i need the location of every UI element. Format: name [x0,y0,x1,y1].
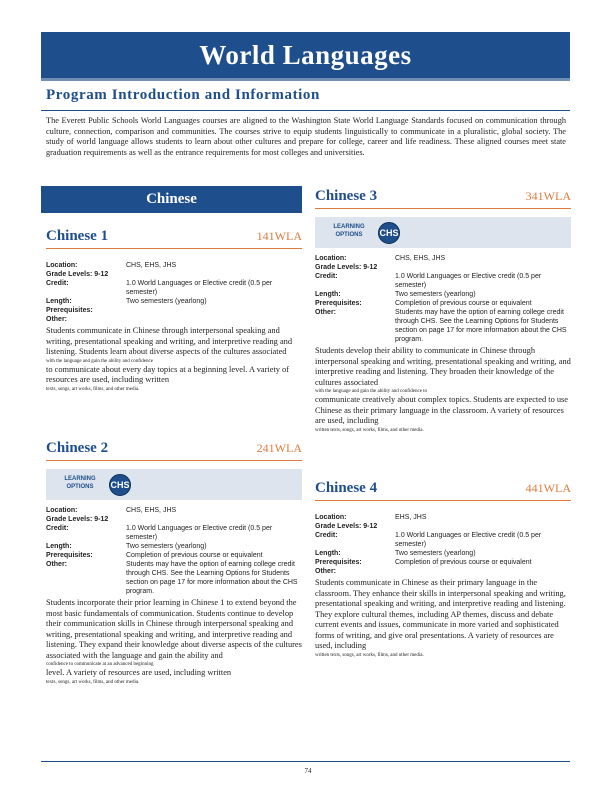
footer-divider [41,761,570,762]
prerequisites-label: Prerequisites: [46,307,93,314]
prerequisites-label: Prerequisites: [46,552,93,559]
column-header-label: Chinese [146,191,197,207]
intro-paragraph: The Everett Public Schools World Languages courses are aligned to the Washington State World Language Standards focused on communication through culture, connection, comparison and communities. The courses strive to equip students linguistically to communicate in a pluralistic, global society. The study of world language allows students to learn about other cultures and prepare for college, career and life readiness. These aligned courses meet state graduation requirements as well as the entrance requirements for most colleges and universities. [46,116,566,157]
course-title: Chinese 3 [315,188,378,204]
length-label: Length: [315,550,341,557]
learning-options-box [46,469,302,500]
course-code: 241WLA [256,441,302,455]
grade-levels-label: Grade Levels: 9-12 [315,523,378,530]
course-details [46,261,302,324]
course-details [46,506,302,596]
length-value: Two semesters (yearlong) [395,550,476,557]
credit-label: Credit: [46,280,69,287]
course-description: Students incorporate their prior learning in Chinese 1 to extend beyond the most basic fundamentals of communication. Students continue to develop their communication skills in Chinese through interpersonal speaking and writing, presentational speaking and writing, and interpretive reading and listening. They expand their knowledge about diverse aspects of the cultures associated with the language and gain the ability and confidence to communicate at an advanced beginning level. A variety of resources are used, including written texts, songs, art works, films, and other media. [46,598,302,685]
length-value: Two semesters (yearlong) [126,298,207,305]
course-details [315,254,571,344]
grade-levels-label: Grade Levels: 9-12 [315,264,378,271]
chs-badge-icon: CHS [109,474,131,496]
prerequisites-value [126,306,302,315]
prerequisites-label: Prerequisites: [315,559,362,566]
credit-value: 1.0 World Languages or Elective credit (0.5 per semester) [395,273,542,289]
course-chinese-3 [315,188,571,434]
location-label: Location: [315,255,347,262]
location-value: CHS, EHS, JHS [126,262,177,269]
other-label: Other: [315,568,336,575]
course-code: 441WLA [525,481,571,495]
prerequisites-value: Completion of previous course or equivalent [395,300,532,307]
chs-badge-icon: CHS [378,222,400,244]
length-label: Length: [315,291,341,298]
length-value: Two semesters (yearlong) [395,291,476,298]
other-label: Other: [46,316,67,323]
learning-options-label: LEARNING OPTIONS [64,476,96,490]
location-label: Location: [46,507,78,514]
grade-levels-label: Grade Levels: 9-12 [46,516,109,523]
learning-options-label: LEARNING OPTIONS [333,224,365,238]
course-chinese-2 [46,440,302,686]
course-title: Chinese 2 [46,440,109,456]
prerequisites-label: Prerequisites: [315,300,362,307]
course-title: Chinese 1 [46,228,109,244]
other-value [395,567,571,576]
length-value: Two semesters (yearlong) [126,543,207,550]
course-details [315,513,571,576]
course-chinese-4 [315,480,571,659]
column-header [41,186,302,213]
course-description: Students develop their ability to communicate in Chinese through interpersonal speaking and writing, presentational speaking and writing, and interpretive reading and listening. They broaden their knowledge of the cultures associated with the language and gain the ability and confidence to communicate creatively about complex topics. Students are expected to use Chinese as their primary language in the classroom. A variety of resources are used, including written texts, songs, art works, films, and other media. [315,346,571,433]
location-label: Location: [46,262,78,269]
length-label: Length: [46,543,72,550]
course-code: 141WLA [256,229,302,243]
credit-value: 1.0 World Languages or Elective credit (0.5 per semester) [126,525,273,541]
course-description: Students communicate in Chinese as their primary language in the classroom. They enhance their skills in interpersonal speaking and writing, presentational speaking and writing, and interpretive reading and listening. They explore cultural themes, including AP themes, discuss and debate current events and issues, communicate in more varied and sophisticated forms of writing, and give oral presentations. A variety of resources are used, including written texts, songs, art works, films, and other media. [315,578,566,658]
course-code: 341WLA [525,189,571,203]
course-title: Chinese 4 [315,480,378,496]
page-title: World Languages [199,39,412,70]
location-value: EHS, JHS [395,514,427,521]
section-divider [41,110,570,111]
section-heading: Program Introduction and Information [46,87,320,103]
length-label: Length: [46,298,72,305]
course-chinese-1 [46,228,302,393]
page-title-banner [41,32,570,81]
course-description: Students communicate in Chinese through interpersonal speaking and writing, presentational speaking and writing, and interpretive reading and listening. Students learn about diverse aspects of the cultures associated with the language and gain the ability and confidence to communicate about every day topics at a beginning level. A variety of resources are used, including written texts, songs, art works, films, and other media. [46,326,293,392]
other-value [126,315,302,324]
location-value: CHS, EHS, JHS [126,507,177,514]
other-value: Students may have the option of earning college credit through CHS. See the Learning Options for Students section on page 17 for more information about the CHS program. [126,561,298,595]
credit-label: Credit: [315,273,338,280]
location-label: Location: [315,514,347,521]
location-value: CHS, EHS, JHS [395,255,446,262]
page-number: 74 [304,767,312,775]
other-label: Other: [315,309,336,316]
learning-options-box [315,217,571,248]
credit-value: 1.0 World Languages or Elective credit (0.5 per semester) [395,532,542,548]
prerequisites-value: Completion of previous course or equivalent [395,559,532,566]
credit-label: Credit: [46,525,69,532]
credit-value: 1.0 World Languages or Elective credit (0.5 per semester) [126,280,273,296]
credit-label: Credit: [315,532,338,539]
grade-levels-label: Grade Levels: 9-12 [46,271,109,278]
other-label: Other: [46,561,67,568]
other-value: Students may have the option of earning college credit through CHS. See the Learning Options for Students section on page 17 for more information about the CHS program. [395,309,567,343]
prerequisites-value: Completion of previous course or equivalent [126,552,263,559]
